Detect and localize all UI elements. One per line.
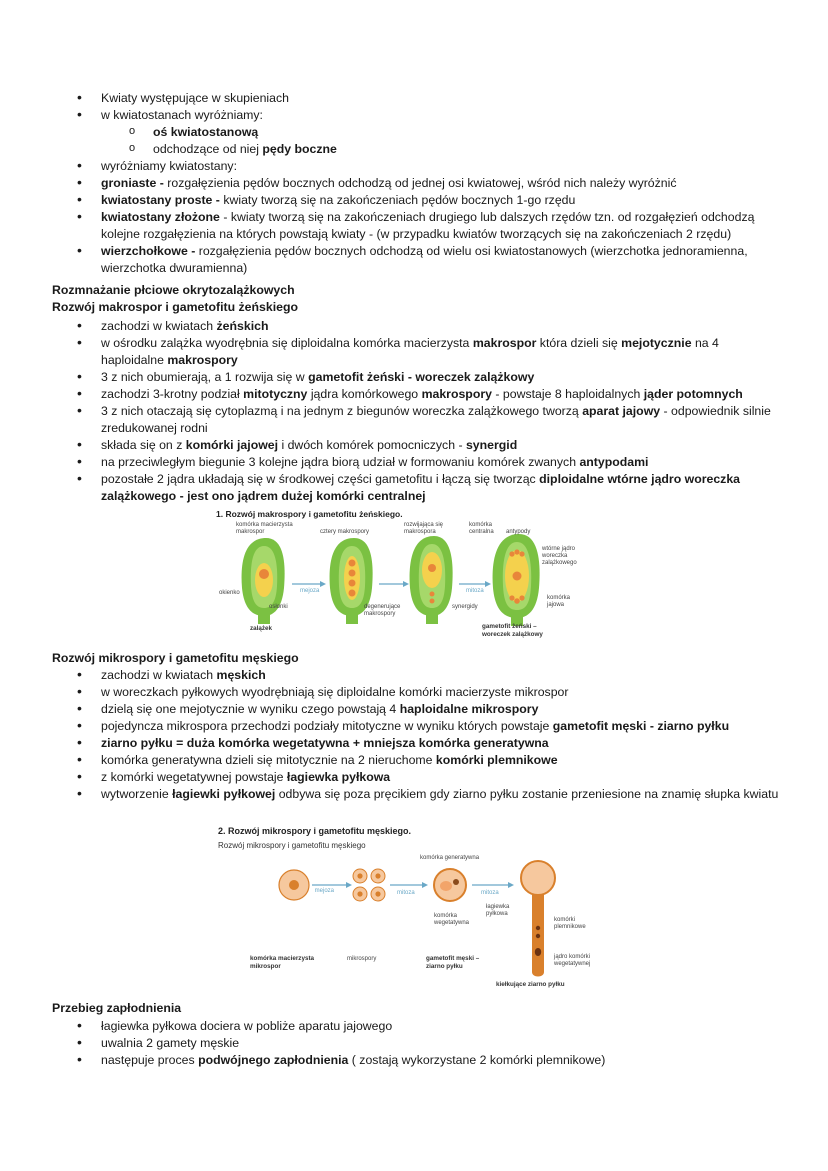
fig2-label-kmm-1: komórka macierzysta (250, 955, 315, 962)
list-item-text: - odpowiednik silnie zredukowanej rodni (101, 404, 771, 435)
fig1-label-kc-2: centralna (469, 529, 494, 535)
section-reproduction (52, 282, 782, 316)
fig2-label-kpl-2: plemnikowe (554, 924, 586, 930)
list-item-text: wyróżniamy kwiatostany: (101, 159, 237, 173)
list-item (52, 243, 782, 277)
list-item (52, 107, 782, 124)
list-item-text: pojedyncza mikrospora przechodzi podziały mitotyczne w wyniku których powstaje (101, 719, 553, 733)
list-item-text: Kwiaty występujące w skupieniach (101, 91, 289, 105)
list-item-text: jąder potomnych (643, 387, 743, 401)
list-item (52, 369, 782, 386)
list-item-text: haploidalne mikrospory (399, 702, 539, 716)
list-item-text: groniaste - (101, 176, 168, 190)
fig1-label-antypody: antypody (506, 529, 531, 535)
fig1-label-synergidy: synergidy (452, 604, 478, 610)
fig1-label-gamet-1: gametofit żeński – (482, 623, 537, 630)
fig1-label-kj-2: jajowa (547, 602, 565, 608)
list-item-text: oś kwiatostanową (153, 125, 259, 139)
fig2-label-kw-1: komórka (434, 913, 458, 919)
germinating-pollen (521, 861, 555, 977)
ovule-stage-3 (410, 536, 453, 624)
fig1-label-kmm-2: makrospor (236, 529, 265, 535)
list-item (52, 1052, 782, 1069)
fig2-label-kpl-1: komórki (554, 917, 576, 923)
microspore-list (52, 667, 782, 803)
list-item-text: aparat jajowy (582, 404, 661, 418)
list-item-text: pędy boczne (262, 142, 337, 156)
list-item-text: zachodzi w kwiatach (101, 319, 217, 333)
list-item-text: podwójnego zapłodnienia (198, 1053, 349, 1067)
fig1-label-wtorne-1: wtórne jądro (542, 546, 576, 552)
list-item (52, 786, 782, 803)
list-item (52, 701, 782, 718)
figure-macrospore (214, 508, 594, 644)
fig2-title: 2. Rozwój mikrospory i gametofitu męskiego. (218, 826, 412, 836)
list-item (52, 192, 782, 209)
list-item-text: wytworzenie (101, 787, 173, 801)
fig2-label-gm-1: gametofit męski – (426, 955, 480, 962)
list-item (52, 175, 782, 192)
microspore-mother-cell (279, 870, 309, 900)
list-item-text: komórki jajowej (185, 438, 279, 452)
fig1-label-wtorne-2: woreczka (542, 553, 568, 559)
list-item (52, 471, 782, 505)
list-item-text: komórki plemnikowe (435, 753, 558, 767)
list-item (52, 752, 782, 769)
list-item-text: na 4 haploidalne (101, 336, 719, 367)
list-item-text: pozostałe 2 jądra układają się w środkowej części gametofitu i łączą się tworząc (101, 472, 540, 486)
fig2-label-mitoza1: mitoza (397, 890, 415, 896)
heading-fertilization: Przebieg zapłodnienia (52, 1001, 182, 1015)
list-item-text: gametofit męski - ziarno pyłku (552, 719, 730, 733)
list-item-text: mitotyczny (243, 387, 308, 401)
list-item-text: kwiatostany złożone (101, 210, 220, 224)
list-item-text: rozgałęzienia pędów bocznych odchodzą od wielu osi kwiatostanowych (wierzchotka jednoramienna, wierzchotka dwuramienna) (101, 244, 748, 275)
fig2-label-mejoza: mejoza (314, 888, 334, 894)
fig1-label-zalazek: zalążek (250, 625, 273, 632)
list-item (52, 335, 782, 369)
macrospore-list (52, 318, 782, 505)
fig1-label-gamet-2: woreczek zalążkowy (482, 631, 543, 638)
list-item (52, 735, 782, 752)
list-item-text: - kwiaty tworzą się na zakończeniach drugiego lub dalszych rzędów tzn. od rozgałęzień odchodzą kolejne rozgałęzienia na których powstają kwiaty - (w przypadku kwiatów tworzących się na zakończeniach 2 rzędu) (101, 210, 755, 241)
list-item-text: 3 z nich otaczają się cytoplazmą i na jednym z biegunów woreczka zalążkowego tworzą (101, 404, 583, 418)
fig1-label-mejoza: mejoza (300, 588, 320, 594)
microspores-tetrad (353, 869, 385, 901)
fig1-label-kmm-1: komórka macierzysta (236, 522, 293, 528)
fig1-label-kc-1: komórka (469, 522, 493, 528)
fig1-title: 1. Rozwój makrospory i gametofitu żeńskiego. (216, 509, 403, 519)
list-item-text: kwiatostany proste - (101, 193, 224, 207)
list-item-text: i dwóch komórek pomocniczych - (278, 438, 466, 452)
section-microspore (52, 650, 782, 667)
fig1-label-rozw-1: rozwijająca się (404, 522, 444, 528)
list-item-text: w ośrodku zalążka wyodrębnia się diploidalna komórka macierzysta (101, 336, 473, 350)
macrospore-diagram (214, 508, 594, 644)
microspore-diagram (216, 824, 616, 1000)
list-item (52, 386, 782, 403)
list-item-text: mejotycznie (621, 336, 692, 350)
fig1-label-degener-1: degenerujące (364, 604, 401, 610)
list-item-text: w woreczkach pyłkowych wyodrębniają się diploidalne komórki macierzyste mikrospor (101, 685, 569, 699)
list-item (52, 90, 782, 107)
list-item-text: ziarno pyłku = duża komórka wegetatywna + mniejsza komórka generatywna (101, 736, 549, 750)
list-item-text: - powstaje 8 haploidalnych (491, 387, 644, 401)
list-item (52, 318, 782, 335)
list-item-text: odchodzące od niej (153, 142, 263, 156)
list-item-text: diploidalne wtórne jądro woreczka zalążkowego - jest ono jądrem dużej komórki centralnej (101, 472, 741, 503)
fig2-label-lag-2: pyłkowa (486, 911, 508, 917)
fig2-label-kgen: komórka generatywna (420, 855, 480, 861)
list-item-text: synergid (465, 438, 518, 452)
inflorescence-list (52, 90, 782, 277)
list-item-text: z komórki wegetatywnej powstaje (101, 770, 287, 784)
list-item (52, 141, 782, 158)
heading-microspore-development: Rozwój mikrospory i gametofitu męskiego (52, 651, 299, 665)
fig2-label-kmm-2: mikrospor (250, 963, 281, 970)
section-fertilization (52, 1000, 782, 1017)
list-item (52, 124, 782, 141)
figure-microspore (216, 824, 616, 1000)
list-item (52, 209, 782, 243)
list-item-text: kwiaty tworzą się na zakończeniach pędów bocznych 1-go rzędu (223, 193, 576, 207)
list-item-text: która dzieli się (536, 336, 622, 350)
ovule-stage-1 (242, 538, 285, 624)
list-item-text: łagiewka pyłkowa dociera w pobliże aparatu jajowego (101, 1019, 393, 1033)
list-item-text: rozgałęzienia pędów bocznych odchodzą od jednej osi kwiatowej, wśród nich należy wyróżnić (167, 176, 677, 190)
list-item-text: makrospory (421, 387, 492, 401)
list-item-text: łagiewka pyłkowa (286, 770, 391, 784)
list-item-text: makrospory (167, 353, 238, 367)
list-item-text: antypodami (579, 455, 649, 469)
list-item-text: odbywa się poza pręcikiem gdy ziarno pyłku zostanie przeniesione na znamię słupka kwiatu (275, 787, 779, 801)
list-item (52, 1035, 782, 1052)
fig2-label-gm-2: ziarno pyłku (426, 963, 463, 970)
fig2-label-kw-2: wegetatywna (434, 920, 470, 926)
list-item (52, 158, 782, 175)
list-item-text: wierzchołkowe - (101, 244, 199, 258)
fig1-label-cztery: cztery makrospory (320, 529, 370, 535)
list-item-text: 3 z nich obumierają, a 1 rozwija się w (101, 370, 309, 384)
list-item-text: żeńskich (216, 319, 269, 333)
fig2-label-jkw-2: wegetatywnej (554, 961, 591, 967)
list-item-text: zachodzi w kwiatach (101, 668, 217, 682)
list-item-text: następuje proces (101, 1053, 199, 1067)
heading-sexual-reproduction: Rozmnażanie płciowe okrytozalążkowych (52, 283, 295, 297)
list-item-text: uwalnia 2 gamety męskie (101, 1036, 240, 1050)
fig1-label-wtorne-3: zalążkowego (542, 560, 577, 566)
list-item-text: ( zostają wykorzystane 2 komórki plemnikowe) (348, 1053, 606, 1067)
ovule-stage-4 (493, 534, 540, 626)
fig1-label-rozw-2: makrospora (404, 529, 436, 535)
heading-macrospore-development: Rozwój makrospor i gametofitu żeńskiego (52, 300, 298, 314)
list-item (52, 667, 782, 684)
list-item-text: gametofit żeński - woreczek zalążkowy (308, 370, 535, 384)
fig2-label-jkw-1: jądro komórki (554, 954, 591, 960)
fig2-label-mitoza2: mitoza (481, 890, 499, 896)
list-item-text: dzielą się one mejotycznie w wyniku czego powstają 4 (101, 702, 400, 716)
list-item (52, 718, 782, 735)
list-item-text: na przeciwległym biegunie 3 kolejne jądra biorą udział w formowaniu komórek zwanych (101, 455, 580, 469)
list-item (52, 437, 782, 454)
fig1-label-okienko: okienko (219, 590, 240, 596)
fig2-subtitle: Rozwój mikrospory i gametofitu męskiego (218, 841, 366, 850)
list-item (52, 684, 782, 701)
list-item-text: łagiewki pyłkowej (172, 787, 276, 801)
list-item-text: zachodzi 3-krotny podział (101, 387, 244, 401)
list-item (52, 769, 782, 786)
list-item-text: męskich (216, 668, 266, 682)
fig2-label-kielk: kiełkujące ziarno pyłku (496, 981, 565, 988)
pollen-grain (434, 869, 466, 901)
fig1-label-mitoza: mitoza (466, 588, 484, 594)
fig1-label-oslonki: osłonki (269, 604, 288, 610)
fig2-label-lag-1: łagiewka (486, 904, 510, 910)
list-item (52, 454, 782, 471)
list-item (52, 403, 782, 437)
fig1-label-degener-2: makrospory (364, 611, 396, 617)
fertilization-list (52, 1018, 782, 1069)
list-item-text: makrospor (472, 336, 537, 350)
list-item (52, 1018, 782, 1035)
list-item-text: jądra komórkowego (307, 387, 422, 401)
list-item-text: składa się on z (101, 438, 186, 452)
fig2-label-mikrospory: mikrospory (347, 956, 377, 962)
list-item-text: w kwiatostanach wyróżniamy: (101, 108, 263, 122)
fig1-label-kj-1: komórka (547, 595, 571, 601)
list-item-text: komórka generatywna dzieli się mitotycznie na 2 nieruchome (101, 753, 436, 767)
